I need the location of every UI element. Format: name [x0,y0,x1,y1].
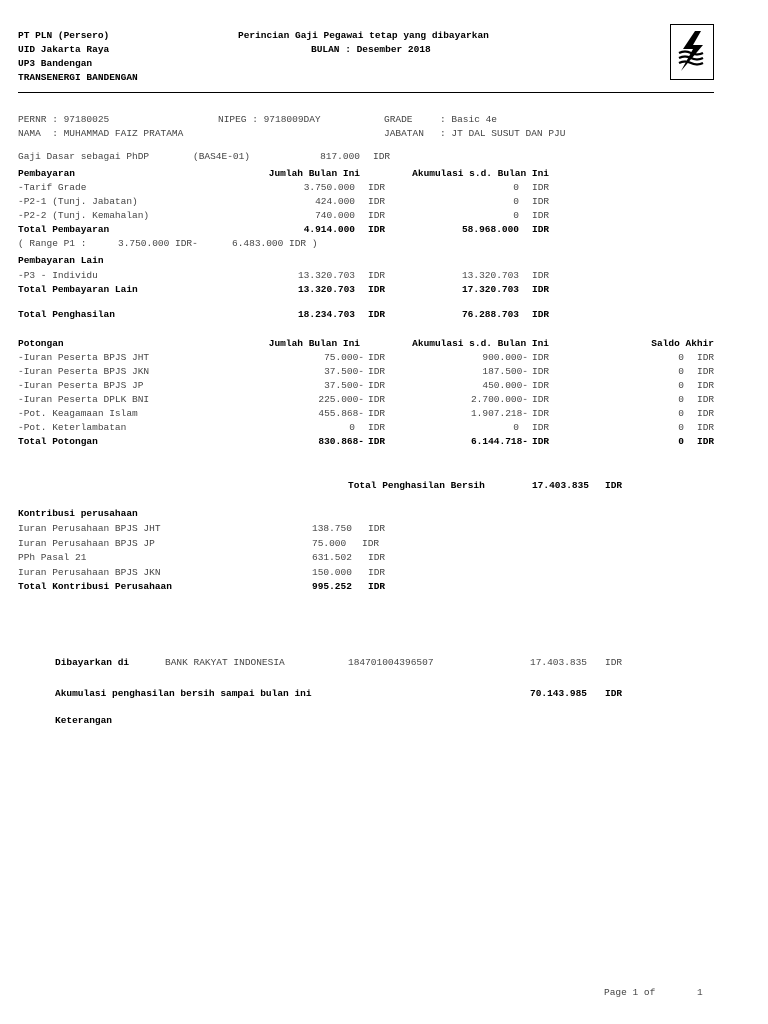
employee-pernr: PERNR : 97180025 [18,114,110,125]
total-penghasilan-cur1: IDR [368,309,386,320]
potongan-row-akum: 1.907.218- [470,408,528,419]
potongan-row-bulan: 75.000- [324,352,364,363]
total-penghasilan-akum: 76.288.703 [461,309,519,320]
pembayaran-lain-row-akum: 13.320.703 [461,270,519,281]
total-kontribusi-label: Total Kontribusi Perusahaan [18,581,172,592]
pembayaran-row-cur1: IDR [368,196,386,207]
potongan-row-saldo: 0 [678,394,684,405]
company-unit: UID Jakarta Raya [18,44,110,55]
potongan-row-cur2: IDR [532,422,550,433]
potongan-row-label: -Pot. Keagamaan Islam [18,408,138,419]
potongan-row-label: -Iuran Peserta BPJS JP [18,380,144,391]
total-pembayaran-akum: 58.968.000 [461,224,519,235]
total-pembayaran-cur1: IDR [368,224,386,235]
document-period: BULAN : Desember 2018 [311,44,431,55]
pembayaran-lain-row-cur2: IDR [532,270,550,281]
range-p1-value: 3.750.000 IDR- 6.483.000 IDR ) [118,238,318,249]
pembayaran-row-cur2: IDR [532,210,550,221]
pembayaran-row-akum: 0 [513,196,519,207]
akumulasi-bersih-value: 70.143.985 [530,688,588,699]
pembayaran-row-label: -P2-1 (Tunj. Jabatan) [18,196,138,207]
pembayaran-lain-row-label: -P3 - Individu [18,270,98,281]
total-potongan-akum: 6.144.718- [470,436,528,447]
pembayaran-lain-row-bulan: 13.320.703 [297,270,355,281]
potongan-row-cur1: IDR [368,352,386,363]
document-title: Perincian Gaji Pegawai tetap yang dibayarkan [238,30,489,41]
employee-grade-value: : Basic 4e [440,114,498,125]
total-pembayaran-label: Total Pembayaran [18,224,110,235]
kontribusi-row-label: PPh Pasal 21 [18,552,87,563]
gaji-dasar-code: (BAS4E-01) [193,151,251,162]
pembayaran-row-akum: 0 [513,210,519,221]
potongan-row-akum: 900.000- [482,352,528,363]
potongan-row-cur3: IDR [697,366,715,377]
potongan-row-cur3: IDR [697,422,715,433]
total-potongan-cur3: IDR [697,436,715,447]
akumulasi-bersih-label: Akumulasi penghasilan bersih sampai bulan ini [55,688,312,699]
potongan-row-akum: 2.700.000- [470,394,528,405]
potongan-row-bulan: 455.868- [318,408,364,419]
pembayaran-row-cur1: IDR [368,210,386,221]
kontribusi-row-cur: IDR [368,523,386,534]
total-kontribusi-cur: IDR [368,581,386,592]
kontribusi-row-cur: IDR [362,538,380,549]
pembayaran-lain-header: Pembayaran Lain [18,255,104,266]
pembayaran-header: Pembayaran [18,168,76,179]
pembayaran-row-cur2: IDR [532,182,550,193]
total-potongan-bulan: 830.868- [318,436,364,447]
company-branch: TRANSENERGI BANDENGAN [18,72,138,83]
potongan-col-bulan: Jumlah Bulan Ini [268,338,360,349]
potongan-row-cur1: IDR [368,408,386,419]
potongan-row-cur3: IDR [697,380,715,391]
potongan-row-akum: 187.500- [482,366,528,377]
total-potongan-cur2: IDR [532,436,550,447]
potongan-row-saldo: 0 [678,380,684,391]
total-pembayaran-cur2: IDR [532,224,550,235]
potongan-row-label: -Iuran Peserta BPJS JHT [18,352,150,363]
potongan-row-saldo: 0 [678,366,684,377]
potongan-row-akum: 0 [513,422,519,433]
potongan-row-saldo: 0 [678,352,684,363]
total-kontribusi-value: 995.252 [312,581,352,592]
bank-account: 184701004396507 [348,657,434,668]
gaji-dasar-value: 817.000 [320,151,360,162]
range-p1-label: ( Range P1 : [18,238,87,249]
potongan-row-bulan: 0 [349,422,355,433]
dibayarkan-label: Dibayarkan di [55,657,130,668]
pembayaran-col-bulan: Jumlah Bulan Ini [268,168,360,179]
total-potongan-cur1: IDR [368,436,386,447]
pln-lightning-logo-icon [670,24,714,80]
pembayaran-row-akum: 0 [513,182,519,193]
potongan-row-label: -Pot. Keterlambatan [18,422,127,433]
page-label: Page 1 of [604,987,656,998]
company-subunit: UP3 Bandengan [18,58,93,69]
potongan-row-cur3: IDR [697,352,715,363]
bank-currency: IDR [605,657,623,668]
kontribusi-row-cur: IDR [368,567,386,578]
employee-nipeg: NIPEG : 9718009DAY [218,114,321,125]
total-pembayaran-lain-cur1: IDR [368,284,386,295]
potongan-row-saldo: 0 [678,408,684,419]
total-pembayaran-lain-cur2: IDR [532,284,550,295]
pembayaran-row-cur2: IDR [532,196,550,207]
total-pembayaran-lain-akum: 17.320.703 [461,284,519,295]
potongan-row-cur1: IDR [368,394,386,405]
total-potongan-saldo: 0 [678,436,684,447]
kontribusi-row-label: Iuran Perusahaan BPJS JP [18,538,155,549]
potongan-col-akum: Akumulasi s.d. Bulan Ini [412,338,549,349]
potongan-header: Potongan [18,338,64,349]
akumulasi-bersih-currency: IDR [605,688,623,699]
total-pembayaran-bulan: 4.914.000 [303,224,355,235]
employee-grade-label: GRADE [384,114,413,125]
total-pembayaran-lain-label: Total Pembayaran Lain [18,284,138,295]
kontribusi-header: Kontribusi perusahaan [18,508,138,519]
employee-jabatan-label: JABATAN [384,128,424,139]
potongan-row-label: -Iuran Peserta BPJS JKN [18,366,150,377]
pembayaran-row-label: -Tarif Grade [18,182,87,193]
potongan-row-cur1: IDR [368,380,386,391]
potongan-col-saldo: Saldo Akhir [651,338,714,349]
header-divider [18,92,714,93]
pembayaran-row-bulan: 3.750.000 [303,182,355,193]
potongan-row-label: -Iuran Peserta DPLK BNI [18,394,150,405]
pembayaran-row-label: -P2-2 (Tunj. Kemahalan) [18,210,150,221]
company-name: PT PLN (Persero) [18,30,110,41]
kontribusi-row-value: 631.502 [312,552,352,563]
potongan-row-cur3: IDR [697,408,715,419]
pembayaran-row-bulan: 424.000 [315,196,355,207]
total-penghasilan-bulan: 18.234.703 [297,309,355,320]
pembayaran-col-akum: Akumulasi s.d. Bulan Ini [412,168,549,179]
bersih-label: Total Penghasilan Bersih [348,480,485,491]
potongan-row-cur2: IDR [532,394,550,405]
kontribusi-row-value: 75.000 [312,538,347,549]
potongan-row-bulan: 37.500- [324,380,364,391]
potongan-row-cur2: IDR [532,380,550,391]
employee-nama: NAMA : MUHAMMAD FAIZ PRATAMA [18,128,184,139]
bank-name: BANK RAKYAT INDONESIA [165,657,285,668]
kontribusi-row-value: 138.750 [312,523,352,534]
potongan-row-cur1: IDR [368,366,386,377]
total-penghasilan-label: Total Penghasilan [18,309,115,320]
total-penghasilan-cur2: IDR [532,309,550,320]
potongan-row-bulan: 37.500- [324,366,364,377]
kontribusi-row-value: 150.000 [312,567,352,578]
pembayaran-lain-row-cur1: IDR [368,270,386,281]
potongan-row-cur3: IDR [697,394,715,405]
keterangan-label: Keterangan [55,715,113,726]
bersih-value: 17.403.835 [531,480,589,491]
kontribusi-row-cur: IDR [368,552,386,563]
potongan-row-bulan: 225.000- [318,394,364,405]
gaji-dasar-label: Gaji Dasar sebagai PhDP [18,151,150,162]
bank-amount: 17.403.835 [530,657,588,668]
kontribusi-row-label: Iuran Perusahaan BPJS JHT [18,523,161,534]
bersih-currency: IDR [605,480,623,491]
potongan-row-cur1: IDR [368,422,386,433]
gaji-dasar-currency: IDR [373,151,391,162]
potongan-row-cur2: IDR [532,352,550,363]
kontribusi-row-label: Iuran Perusahaan BPJS JKN [18,567,161,578]
total-pembayaran-lain-bulan: 13.320.703 [297,284,355,295]
page-total: 1 [697,987,703,998]
potongan-row-akum: 450.000- [482,380,528,391]
potongan-row-cur2: IDR [532,366,550,377]
employee-jabatan-value: : JT DAL SUSUT DAN PJU [440,128,566,139]
total-potongan-label: Total Potongan [18,436,98,447]
potongan-row-saldo: 0 [678,422,684,433]
potongan-row-cur2: IDR [532,408,550,419]
pembayaran-row-bulan: 740.000 [315,210,355,221]
pembayaran-row-cur1: IDR [368,182,386,193]
